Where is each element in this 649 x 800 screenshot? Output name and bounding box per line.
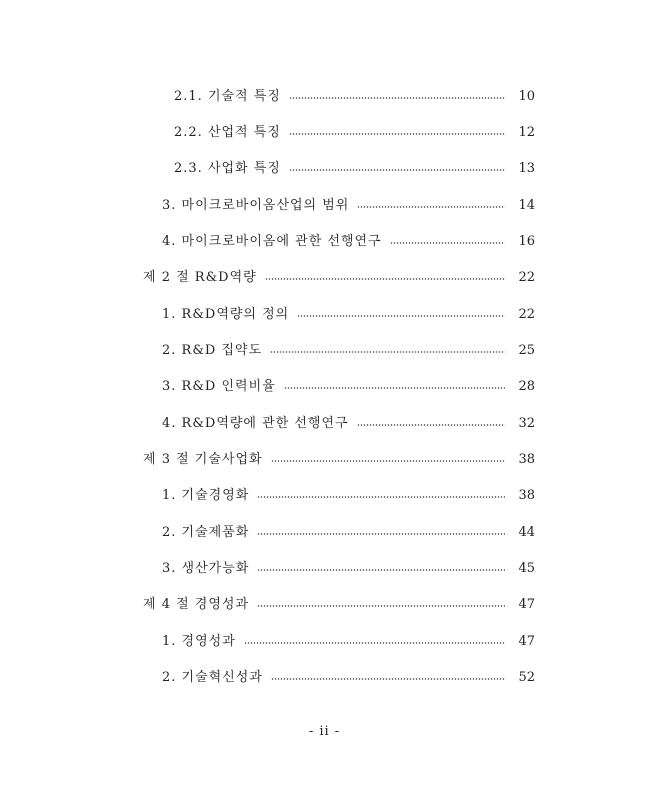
toc-entry-label: 2.3. 사업화 특징 (174, 161, 281, 176)
toc-section-label: 제 4 절 경영성과 (143, 597, 250, 612)
toc-entry-3 (162, 196, 535, 216)
toc-dot-leader (284, 387, 505, 389)
toc-dot-leader (271, 678, 505, 680)
toc-entry-page: 44 (518, 525, 535, 540)
toc-entry-2-3 (174, 159, 535, 179)
toc-section-label: 제 2 절 R&D역량 (143, 270, 257, 285)
toc-entry-page: 47 (518, 597, 535, 612)
toc-entry-label: 3. 생산가능화 (162, 561, 250, 576)
toc-entry-rd-3 (162, 377, 535, 397)
toc-entry-page: 38 (518, 488, 535, 503)
toc-dot-leader (257, 569, 505, 571)
toc-entry-2-2 (174, 123, 535, 143)
toc-entry-2-1 (174, 87, 535, 107)
toc-entry-label: 3. R&D 인력비율 (162, 379, 276, 394)
toc-dot-leader (289, 169, 505, 171)
toc-entry-page: 16 (518, 234, 535, 249)
toc-entry-label: 2. 기술혁신성과 (162, 670, 263, 685)
toc-section-3 (143, 450, 535, 470)
toc-dot-leader (244, 642, 505, 644)
toc-entry-page: 28 (518, 379, 535, 394)
toc-entry-label: 2. R&D 집약도 (162, 343, 263, 358)
toc-dot-leader (297, 315, 505, 317)
toc-entry-rd-2 (162, 341, 535, 361)
toc-entry-page: 45 (518, 561, 535, 576)
toc-entry-mp-2 (162, 668, 535, 688)
toc-entry-rd-4 (162, 414, 535, 434)
toc-entry-page: 14 (518, 198, 535, 213)
toc-entry-label: 2.2. 산업적 특징 (174, 125, 281, 140)
toc-entry-label: 3. 마이크로바이옴산업의 범위 (162, 198, 350, 213)
toc-entry-page: 10 (518, 89, 535, 104)
toc-entry-label: 2.1. 기술적 특징 (174, 89, 281, 104)
toc-entry-mp-1 (162, 632, 535, 652)
toc-entry-label: 2. 기술제품화 (162, 525, 250, 540)
toc-section-label: 제 3 절 기술사업화 (143, 452, 263, 467)
toc-entry-label: 1. 기술경영화 (162, 488, 250, 503)
toc-entry-page: 32 (518, 416, 535, 431)
toc-entry-label: 4. R&D역량에 관한 선행연구 (162, 416, 349, 431)
toc-entry-4 (162, 232, 535, 252)
toc-entry-tc-1 (162, 486, 535, 506)
toc-dot-leader (257, 533, 505, 535)
toc-entry-page: 47 (518, 634, 535, 649)
toc-dot-leader (289, 97, 505, 99)
toc-dot-leader (390, 242, 505, 244)
toc-dot-leader (271, 460, 505, 462)
toc-entry-page: 38 (518, 452, 535, 467)
toc-entry-page: 13 (518, 161, 535, 176)
toc-dot-leader (265, 278, 505, 280)
toc-entry-page: 22 (518, 307, 535, 322)
toc-entry-page: 22 (518, 270, 535, 285)
toc-entry-page: 52 (518, 670, 535, 685)
toc-entry-tc-2 (162, 523, 535, 543)
toc-dot-leader (257, 605, 505, 607)
toc-dot-leader (257, 496, 505, 498)
toc-section-4 (143, 595, 535, 615)
toc-dot-leader (270, 351, 505, 353)
page-number: - ii - (308, 724, 341, 739)
toc-entry-label: 4. 마이크로바이옴에 관한 선행연구 (162, 234, 382, 249)
toc-entry-tc-3 (162, 559, 535, 579)
toc-dot-leader (289, 133, 505, 135)
toc-entry-page: 12 (518, 125, 535, 140)
toc-entry-label: 1. 경영성과 (162, 634, 236, 649)
toc-entry-label: 1. R&D역량의 정의 (162, 307, 290, 322)
toc-dot-leader (357, 424, 505, 426)
toc-dot-leader (357, 206, 505, 208)
toc-entry-rd-1 (162, 305, 535, 325)
toc-section-2 (143, 268, 535, 288)
toc-entry-page: 25 (518, 343, 535, 358)
